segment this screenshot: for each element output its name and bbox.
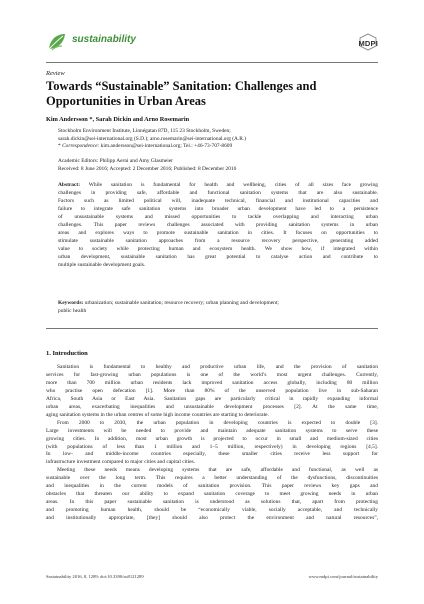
author-list: Kim Andersson *, Sarah Dickin and Arno Rosemarin <box>46 116 190 123</box>
body-line: and inequalities in the current models of sanitation provision. This paper reviews key gaps and <box>46 483 378 490</box>
article-title: Towards “Sustainable” Sanitation: Challenges and Opportunities in Urban Areas <box>46 79 317 108</box>
keywords-line: public health <box>58 307 87 314</box>
body-line: Sanitation is fundamental to healthy and productive urban life, and the provision of sanitation <box>57 364 378 370</box>
body-line: infrastructure investment compared to major cities and capital cities. <box>46 459 196 466</box>
body-line: who practise open defecation [1]. More than 80% of the unserved population live in sub-Saharan <box>46 387 378 394</box>
abstract-line: challenges. This paper reviews challenges associated with providing sanitation systems in urban <box>58 221 378 228</box>
abstract-line: multiple sustainable development goals. <box>58 261 146 268</box>
body-line: and institutionally appropriate, [they] should also protect the environment and natural resources”, <box>46 515 378 522</box>
abstract-line: value to society while protecting human and ecosystem health. We show how, if integrated within <box>58 245 378 252</box>
body-line: From 2000 to 2030, the urban population in developing countries is expected to double [3]. <box>57 419 378 426</box>
body-line: obstacles that threaten our ability to expand sanitation coverage to meet growing needs in urban <box>46 491 378 498</box>
introduction-body <box>46 364 378 523</box>
abstract-line: areas and explores ways to promote sustainable sanitation in cities. It focuses on opportunities to <box>58 229 378 236</box>
body-line: Meeting these needs means developing systems that are safe, affordable and functional, as well as <box>57 467 378 474</box>
footer-citation: Sustainability 2016, 8, 1289; doi:10.3390/su8121289 <box>46 574 144 579</box>
journal-name: sustainability <box>72 34 136 45</box>
correspondence-label: Correspondence: <box>62 143 100 149</box>
leaf-logo-icon <box>46 31 68 53</box>
body-line: services for fast-growing urban populations is one of the world’s most urgent challenges. Currently, <box>46 371 378 378</box>
article-type: Review <box>46 70 65 77</box>
keywords-rule <box>46 328 378 329</box>
abstract-line: Factors such as limited political will, inadequate technical, financial and institutional capacities and <box>58 197 378 204</box>
section-heading: 1. Introduction <box>46 350 88 357</box>
body-line: growing cities. In addition, most urban growth is projected to occur in small and medium-sized cities <box>46 435 378 442</box>
journal-header <box>46 31 378 53</box>
correspondence-text: kim.andersson@sei-international.org; Tel.: +46-73-707-8609 <box>100 143 233 149</box>
body-line: aging sanitation systems in the urban centres of some high income countries are starting to deteriorate. <box>46 411 269 418</box>
body-line: Africa, South Asia or East Asia. Sanitation gaps are particularly critical in rapidly expanding informal <box>46 395 378 402</box>
body-line: more than 700 million urban residents lack improved sanitation access globally, including 80 million <box>46 379 378 386</box>
abstract-label: Abstract: <box>58 182 81 188</box>
header-rule <box>46 62 378 63</box>
abstract-line: stimulate sustainable sanitation approaches from a resource recovery perspective, generating added <box>58 237 378 244</box>
body-line: In low- and middle-income countries especially, these smaller cities receive less support for <box>46 451 378 458</box>
correspondence <box>58 143 232 151</box>
body-line: Large investments will be needed to provide and maintain adequate sanitation systems to serve these <box>46 427 378 434</box>
publisher-name: MDPI <box>358 39 378 48</box>
body-line: areas. In this paper sustainable sanitation is understood as solutions that, apart from protecting <box>46 499 378 506</box>
affiliation <box>58 128 246 143</box>
abstract-line: of unsustainable systems and missed opportunities to tackle overlapping and interacting urban <box>58 213 378 220</box>
body-line: sustainable over the long term. This requires a better understanding of the dysfunctions, discontinuities <box>46 475 378 482</box>
abstract-line: While sanitation is fundamental for health and wellbeing, cities of all sizes face growing <box>88 182 378 188</box>
body-line: urban areas, exacerbating inequalities and unsustainable development processes [2]. At the same time, <box>46 403 378 410</box>
keywords-line: urbanization; sustainable sanitation; resource recovery; urban planning and development; <box>84 300 279 306</box>
abstract <box>58 182 378 269</box>
body-line: (with populations of less than 1 million and 1–5 million, respectively) in developing regions [4,5]. <box>46 443 378 450</box>
abstract-line: urban development, sustainable sanitation has great potential to catalyse action and contribute to <box>58 253 378 260</box>
footer-url[interactable]: www.mdpi.com/journal/sustainability <box>308 574 378 579</box>
correspondence-marker: * <box>58 143 61 149</box>
abstract-line: challenges in providing safe, affordable and functional sanitation systems that are also sustainable. <box>58 189 378 196</box>
affiliation-line: Stockholm Environment Institute, Linnégatan 87D, 115 23 Stockholm, Sweden; <box>58 128 231 134</box>
abstract-line: failure to integrate safe sanitation systems into broader urban development have led to a persistence <box>58 205 378 212</box>
affiliation-emails: sarah.dickin@sei-international.org (S.D.); arno.rosemarin@sei-international.org (A.R.) <box>58 135 247 142</box>
publication-dates: Received: 8 June 2016; Accepted: 2 December 2016; Published: 8 December 2016 <box>58 166 237 172</box>
body-line: and promoting human health, should be “economically viable, socially acceptable, and technically <box>46 507 378 514</box>
keywords <box>58 300 378 316</box>
academic-editors: Academic Editors: Philipp Aerni and Amy Glasmeier <box>58 158 173 164</box>
keywords-label: Keywords: <box>58 300 84 306</box>
